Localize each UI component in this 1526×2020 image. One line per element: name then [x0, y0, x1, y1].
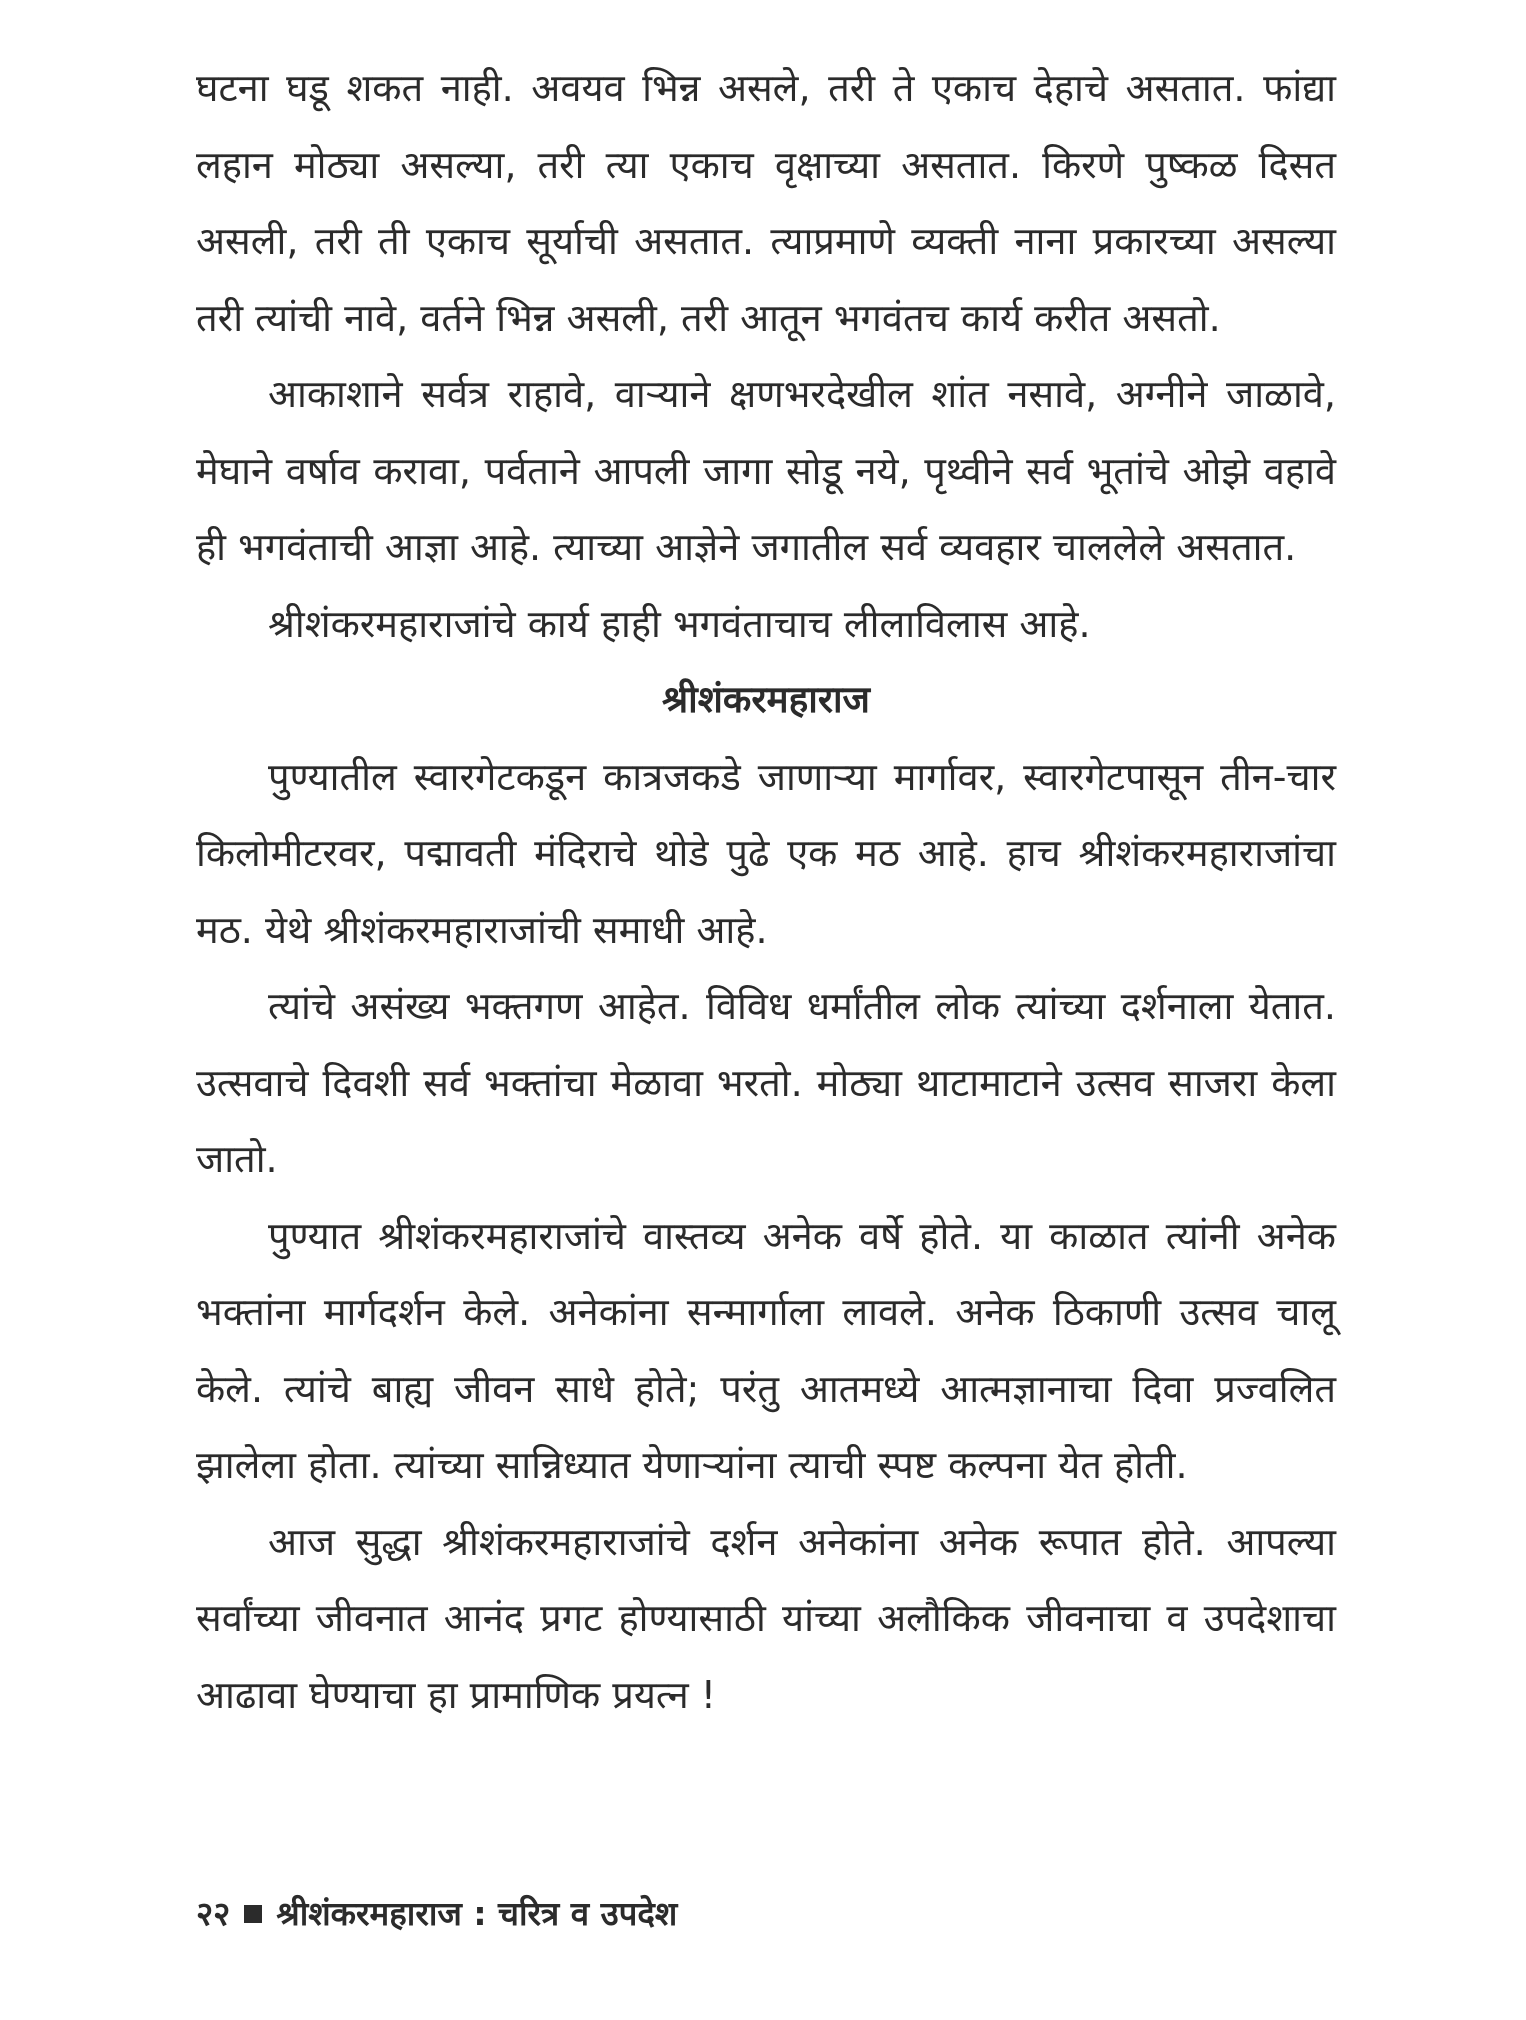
square-bullet-icon [244, 1905, 262, 1923]
paragraph: त्यांचे असंख्य भक्तगण आहेत. विविध धर्मांतील लोक त्यांच्या दर्शनाला येतात. उत्सवाचे दिवशी सर्व भक्तांचा मेळावा भरतो. मोठ्या थाटामाटाने उत्सव साजरा केला जातो. [196, 984, 1336, 1181]
section-heading: श्रीशंकरमहाराज [661, 678, 870, 721]
paragraph: पुण्यातील स्वारगेटकडून कात्रजकडे जाणाऱ्या मार्गावर, स्वारगेटपासून तीन-चार किलोमीटरवर, पद्मावती मंदिराचे थोडे पुढे एक मठ आहे. हाच श्रीशंकरमहाराजांचा मठ. येथे श्रीशंकरमहाराजांची समाधी आहे. [196, 754, 1336, 952]
running-title: श्रीशंकरमहाराज : चरित्र व उपदेश [276, 1894, 678, 1933]
paragraph: पुण्यात श्रीशंकरमहाराजांचे वास्तव्य अनेक वर्षे होते. या काळात त्यांनी अनेक भक्तांना मार्गदर्शन केले. अनेकांना सन्मार्गाला लावले. अनेक ठिकाणी उत्सव चालू केले. त्यांचे बाह्य जीवन साधे होते; परंतु आतमध्ये आत्मज्ञानाचा दिवा प्रज्वलित झालेला होता. त्यांच्या सान्निध्यात येणाऱ्यांना त्याची स्पष्ट कल्पना येत होती. [196, 1213, 1336, 1487]
paragraph: आज सुद्धा श्रीशंकरमहाराजांचे दर्शन अनेकांना अनेक रूपात होते. आपल्या सर्वांच्या जीवनात आनंद प्रगट होण्यासाठी यांच्या अलौकिक जीवनाचा व उपदेशाचा आढावा घेण्याचा हा प्रामाणिक प्रयत्न ! [196, 1519, 1336, 1717]
paragraph: आकाशाने सर्वत्र राहावे, वाऱ्याने क्षणभरदेखील शांत नसावे, अग्नीने जाळावे, मेघाने वर्षाव करावा, पर्वताने आपली जागा सोडू नये, पृथ्वीने सर्व भूतांचे ओझे वहावे ही भगवंताची आज्ञा आहे. त्याच्या आज्ञेने जगातील सर्व व्यवहार चाललेले असतात. [196, 372, 1336, 569]
paragraph: श्रीशंकरमहाराजांचे कार्य हाही भगवंताचाच लीलाविलास आहे. [268, 601, 1091, 646]
body-text [196, 50, 1336, 1733]
paragraph-continued: घटना घडू शकत नाही. अवयव भिन्न असले, तरी ते एकाच देहाचे असतात. फांद्या लहान मोठ्या असल्या, तरी त्या एकाच वृक्षाच्या असतात. किरणे पुष्कळ दिसत असली, तरी ती एकाच सूर्याची असतात. त्याप्रमाणे व्यक्ती नाना प्रकारच्या असल्या तरी त्यांची नावे, वर्तने भिन्न असली, तरी आतून भगवंतच कार्य करीत असतो. [196, 66, 1336, 340]
page-number: २२ [196, 1894, 231, 1933]
page-footer [196, 1890, 677, 1935]
